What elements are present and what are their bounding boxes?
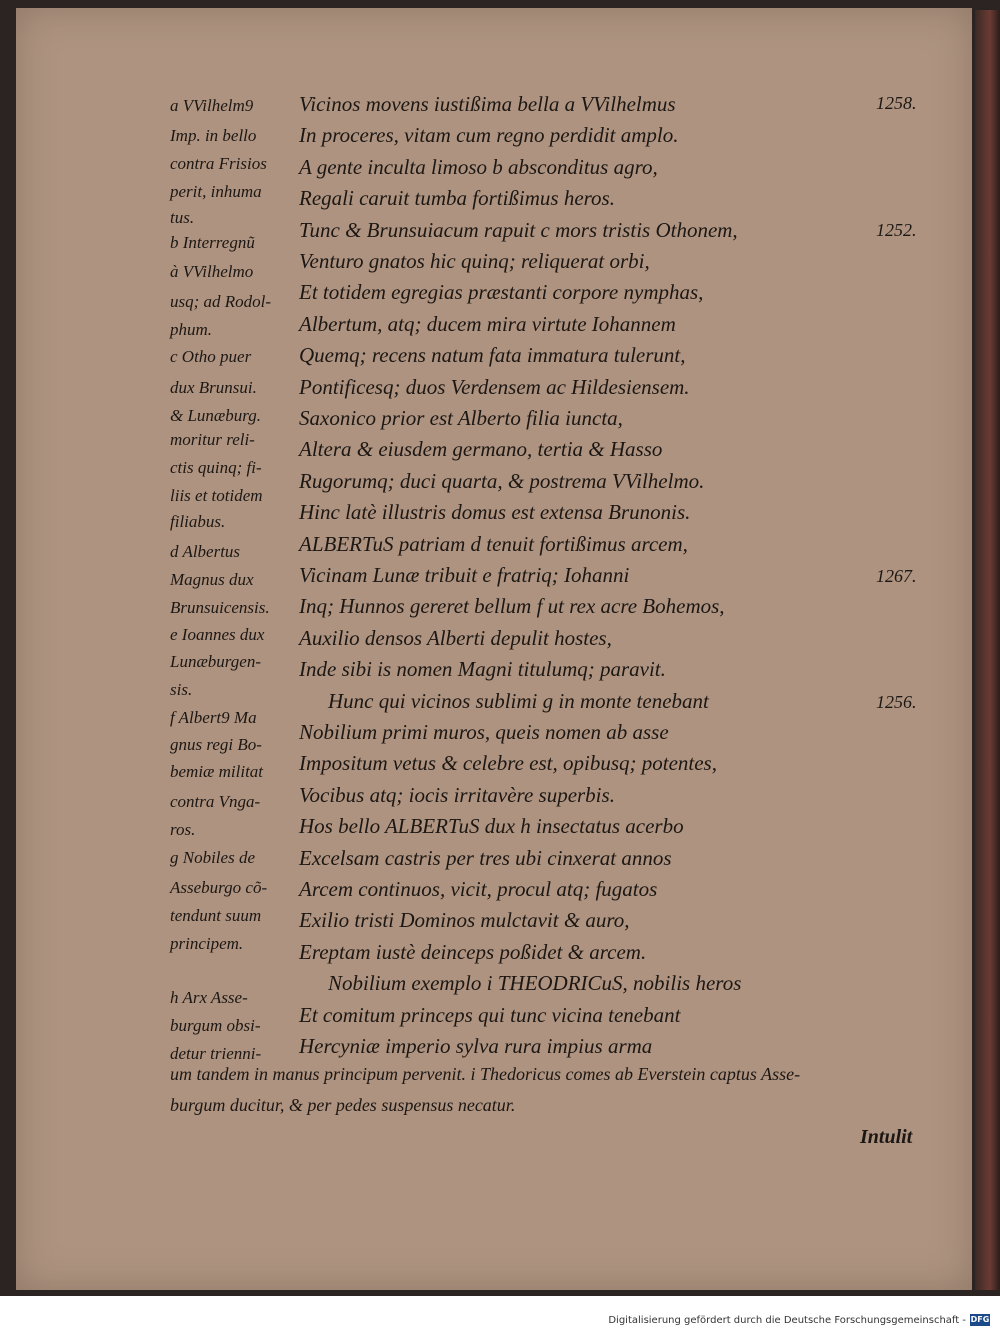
- marginal-note: & Lunæburg.: [170, 406, 262, 425]
- marginal-note: principem.: [170, 934, 244, 953]
- verse-line: Venturo gnatos hic quinq; reliquerat orbi,: [299, 249, 650, 273]
- verse-line: Hunc qui vicinos sublimi g in monte tenebant: [328, 688, 709, 713]
- verse-line: Vocibus atq; iocis irritavère superbis.: [299, 782, 615, 807]
- verse-line: Arcem continuos, vicit, procul atq; fugatos: [299, 877, 658, 901]
- verse-line: Impositum vetus & celebre est, opibusq; potentes,: [299, 751, 717, 776]
- marginal-note: à VVilhelmo: [170, 262, 254, 281]
- verse-line: Tunc & Brunsuiacum rapuit c mors tristis Othonem,: [299, 217, 738, 242]
- marginal-note: usq; ad Rodol-: [170, 292, 272, 311]
- verse-line: Exilio tristi Dominos mulctavit & auro,: [299, 908, 630, 933]
- marginal-note: contra Vnga-: [170, 792, 261, 811]
- verse-line: Quemq; recens natum fata immatura tulerunt,: [299, 343, 686, 368]
- marginal-note: filiabus.: [170, 512, 226, 531]
- marginal-note: dux Brunsui.: [170, 378, 257, 397]
- year-note: 1258.: [876, 93, 917, 113]
- verse-line: Albertum, atq; ducem mira virtute Iohannem: [299, 311, 676, 336]
- book-spine: [975, 10, 1000, 1290]
- verse-line: Saxonico prior est Alberto filia iuncta,: [299, 406, 623, 430]
- verse-line: Nobilium primi muros, queis nomen ab asse: [299, 720, 669, 744]
- marginal-note: ros.: [170, 820, 196, 839]
- marginal-note: liis et totidem: [170, 486, 263, 505]
- marginal-note: gnus regi Bo-: [170, 735, 262, 754]
- marginal-note: Lunæburgen-: [170, 652, 261, 671]
- verse-line: A gente inculta limoso b absconditus agro,: [299, 154, 658, 179]
- verse-line: Altera & eiusdem germano, tertia & Hasso: [299, 437, 663, 462]
- marginal-note: moritur reli-: [170, 430, 255, 449]
- footer-credit: [608, 1314, 990, 1326]
- marginal-note: Asseburgo cõ-: [170, 878, 268, 897]
- marginal-note: contra Frisios: [170, 154, 267, 173]
- year-note: 1256.: [876, 692, 917, 712]
- marginal-note: a VVilhelm9: [170, 96, 254, 115]
- verse-line: ALBERTuS patriam d tenuit fortißimus arcem,: [299, 531, 688, 556]
- marginal-note: Magnus dux: [170, 570, 254, 589]
- marginal-note: c Otho puer: [170, 347, 252, 366]
- marginal-note: phum.: [170, 320, 213, 339]
- year-note: 1252.: [876, 220, 917, 240]
- marginal-note: perit, inhuma: [170, 182, 262, 201]
- verse-line: Vicinos movens iustißima bella a VVilhelmus: [299, 92, 676, 116]
- marginal-note: e Ioannes dux: [170, 625, 265, 644]
- marginal-note: burgum obsi-: [170, 1016, 261, 1035]
- marginal-note: tus.: [170, 208, 195, 227]
- verse-line: Hinc latè illustris domus est extensa Brunonis.: [299, 500, 691, 525]
- footnote-line: burgum ducitur, & per pedes suspensus necatur.: [170, 1095, 516, 1115]
- verse-line: Excelsam castris per tres ubi cinxerat annos: [299, 845, 672, 870]
- verse-line: Et comitum princeps qui tunc vicina tenebant: [299, 1002, 681, 1027]
- marginal-note: bemiæ militat: [170, 762, 264, 781]
- marginal-note: b Interregnũ: [170, 233, 255, 252]
- marginal-note: g Nobiles de: [170, 848, 255, 867]
- marginal-note: ctis quinq; fi-: [170, 458, 262, 477]
- footer-text: Digitalisierung gefördert durch die Deutsche Forschungsgemeinschaft -: [608, 1314, 966, 1326]
- marginal-note: detur trienni-: [170, 1044, 262, 1063]
- verse-line: Inq; Hunnos gereret bellum f ut rex acre Bohemos,: [299, 594, 725, 619]
- verse-line: Nobilium exemplo i THEODRICuS, nobilis heros: [328, 971, 742, 996]
- marginal-note: h Arx Asse-: [170, 988, 248, 1007]
- verse-line: Rugorumq; duci quarta, & postrema VVilhelmo.: [299, 468, 705, 493]
- marginal-note: Brunsuicensis.: [170, 598, 270, 617]
- verse-line: Hercyniæ imperio sylva rura impius arma: [299, 1034, 653, 1058]
- marginal-note: f Albert9 Ma: [170, 708, 257, 727]
- marginal-note: tendunt suum: [170, 906, 262, 925]
- catchword: Intulit: [860, 1126, 913, 1148]
- verse-line: Regali caruit tumba fortißimus heros.: [299, 186, 615, 211]
- marginal-note: Imp. in bello: [170, 126, 257, 145]
- verse-line: Vicinam Lunæ tribuit e fratriq; Iohanni: [299, 563, 630, 587]
- dfg-logo-icon: DFG: [970, 1315, 990, 1324]
- verse-line: Et totidem egregias præstanti corpore nymphas,: [299, 280, 704, 305]
- footnote-line: um tandem in manus principum pervenit. i Thedoricus comes ab Everstein captus Asse-: [170, 1064, 801, 1084]
- marginal-note: sis.: [170, 680, 193, 699]
- year-note: 1267.: [876, 566, 917, 586]
- verse-line: Inde sibi is nomen Magni titulumq; paravit.: [299, 657, 666, 682]
- marginal-note: d Albertus: [170, 542, 241, 561]
- verse-line: In proceres, vitam cum regno perdidit amplo.: [299, 123, 679, 148]
- verse-line: Hos bello ALBERTuS dux h insectatus acerbo: [299, 814, 684, 839]
- verse-line: Pontificesq; duos Verdensem ac Hildesiensem.: [299, 374, 690, 399]
- verse-line: Ereptam iustè deinceps poßidet & arcem.: [299, 939, 647, 964]
- verse-line: Auxilio densos Alberti depulit hostes,: [299, 625, 612, 650]
